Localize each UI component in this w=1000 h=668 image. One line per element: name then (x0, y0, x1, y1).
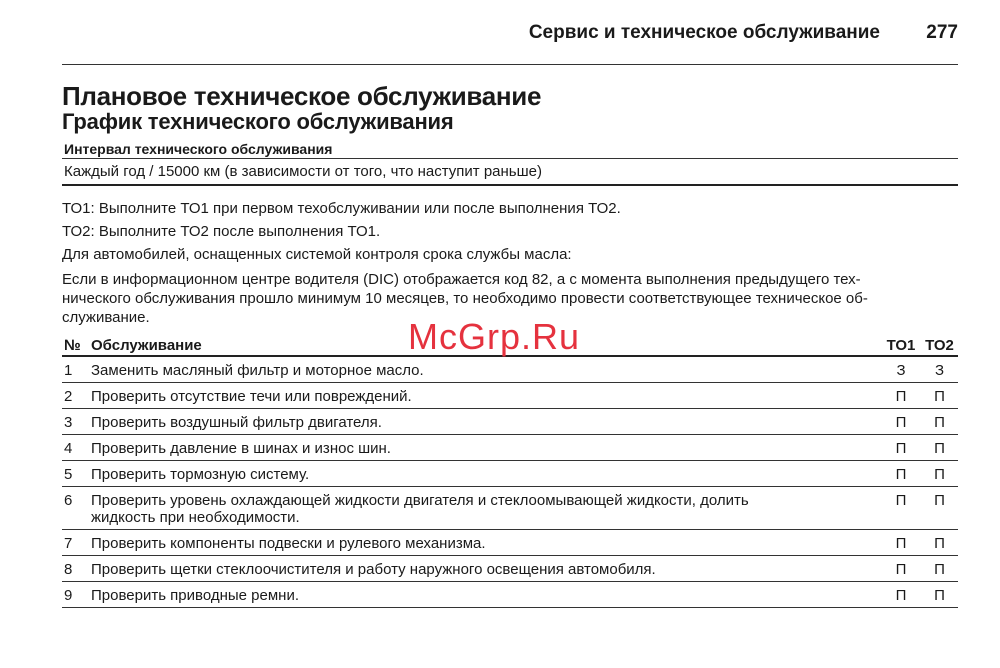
row-to1: П (895, 561, 907, 578)
paragraph-dic: Если в информационном центре водителя (DIC) отображается код 82, а с момента выполнения предыдущего тех- нического обслуживания прошло минимум 10 месяцев, то необходимо провести соответствующее техническое об- служивание. (62, 271, 868, 326)
section-title: Сервис и техническое обслуживание (528, 22, 880, 43)
watermark: McGrp.Ru (408, 316, 581, 357)
page-title: Плановое техническое обслуживание (62, 81, 542, 111)
row-service: Проверить приводные ремни. (91, 587, 299, 604)
table-row (62, 487, 958, 530)
row-number: 1 (64, 362, 73, 379)
row-number: 2 (64, 388, 73, 405)
page-header (62, 20, 958, 65)
interval-label: Интервал технического обслуживания (62, 139, 958, 159)
row-to1: П (895, 535, 907, 552)
table-row (62, 461, 958, 487)
paragraph-oil-life: Для автомобилей, оснащенных системой контроля срока службы масла: (62, 246, 572, 263)
row-to1: П (895, 466, 907, 483)
row-to2: П (934, 587, 945, 604)
row-to2: П (934, 414, 945, 431)
page-subtitle: График технического обслуживания (62, 109, 454, 134)
interval-value: Каждый год / 15000 км (в зависимости от того, что наступит раньше) (62, 159, 958, 186)
row-to1: П (895, 414, 907, 431)
table-row (62, 556, 958, 582)
row-service: Проверить тормозную систему. (91, 466, 310, 483)
row-service: Проверить компоненты подвески и рулевого механизма. (91, 535, 486, 552)
row-to1: П (895, 587, 907, 604)
table-row (62, 530, 958, 556)
row-number: 5 (64, 466, 73, 483)
row-service: Заменить масляный фильтр и моторное масло. (91, 362, 424, 379)
row-to2: З (934, 362, 945, 379)
row-service: Проверить воздушный фильтр двигателя. (91, 414, 382, 431)
row-number: 7 (64, 535, 73, 552)
row-service: Проверить уровень охлаждающей жидкости двигателя и стеклоомывающей жидкости, долить жидкость при необходимости. (91, 492, 749, 526)
row-to2: П (934, 440, 945, 457)
row-service: Проверить давление в шинах и износ шин. (91, 440, 391, 457)
maintenance-table (62, 331, 958, 608)
table-row (62, 582, 958, 608)
row-to2: П (934, 466, 945, 483)
row-number: 6 (64, 492, 73, 509)
row-to1: П (895, 440, 907, 457)
row-service: Проверить отсутствие течи или повреждений. (91, 388, 412, 405)
table-row (62, 357, 958, 383)
row-number: 8 (64, 561, 73, 578)
page-number: 277 (926, 22, 958, 43)
row-to1: П (895, 492, 907, 509)
row-to2: П (934, 492, 945, 509)
header-service: Обслуживание (91, 337, 202, 354)
row-number: 3 (64, 414, 73, 431)
table-row (62, 435, 958, 461)
row-to1: З (896, 362, 906, 379)
row-to2: П (934, 561, 945, 578)
row-service: Проверить щетки стеклоочистителя и работу наружного освещения автомобиля. (91, 561, 656, 578)
row-to2: П (934, 388, 945, 405)
row-number: 4 (64, 440, 73, 457)
header-to2: ТО2 (925, 337, 954, 354)
header-to1: ТО1 (886, 337, 916, 354)
paragraph-to2: ТО2: Выполните ТО2 после выполнения ТО1. (62, 223, 381, 240)
row-to2: П (934, 535, 945, 552)
row-to1: П (895, 388, 907, 405)
row-number: 9 (64, 587, 73, 604)
table-body (62, 357, 958, 608)
header-no: № (64, 337, 81, 354)
table-row (62, 409, 958, 435)
interval-box (62, 139, 958, 186)
table-row (62, 383, 958, 409)
paragraph-to1: ТО1: Выполните ТО1 при первом техобслуживании или после выполнения ТО2. (62, 200, 621, 217)
